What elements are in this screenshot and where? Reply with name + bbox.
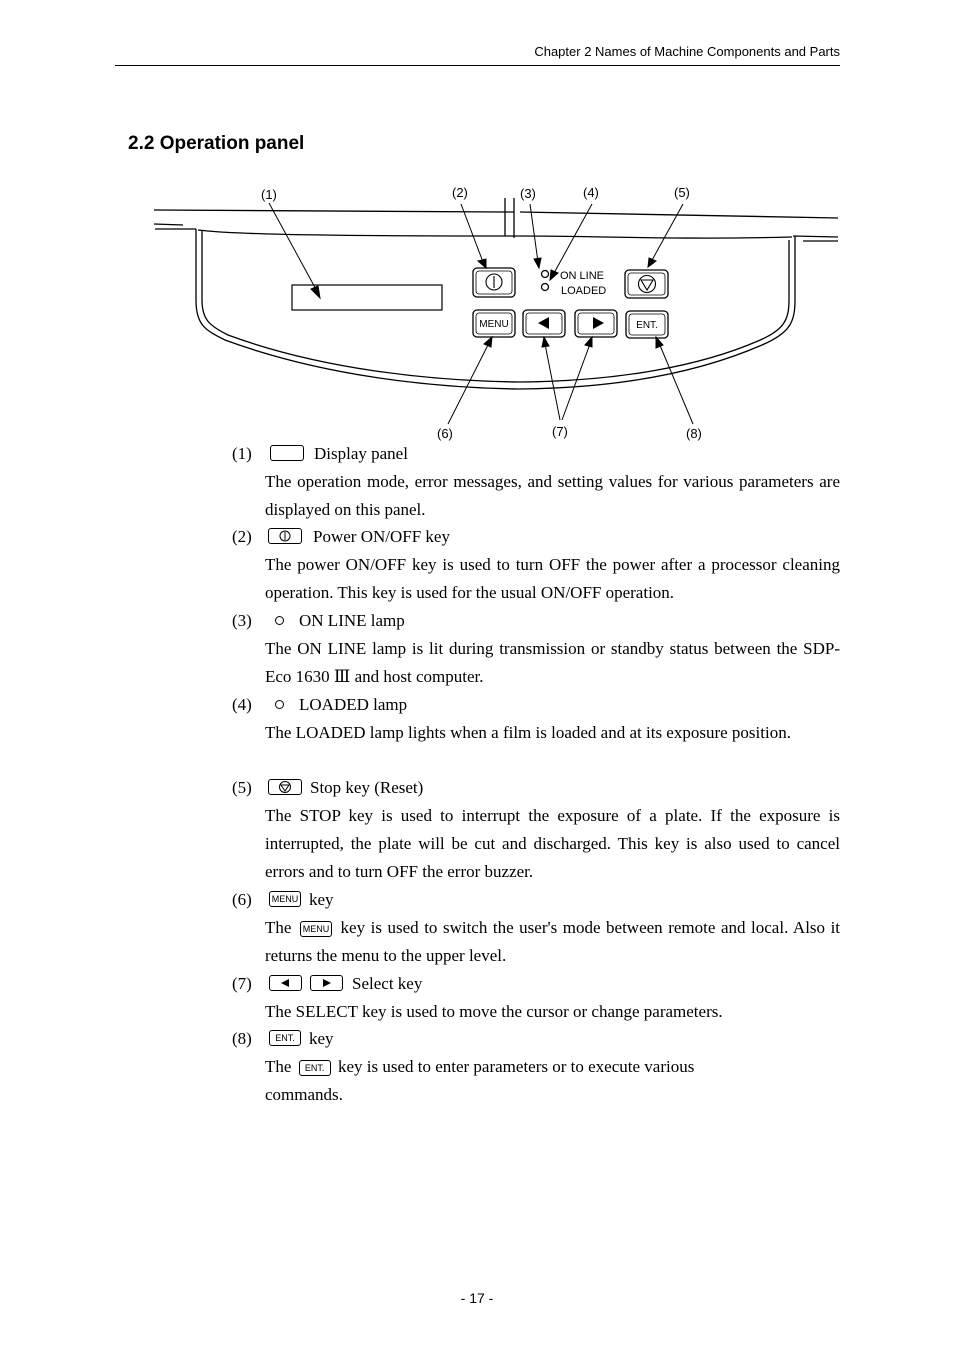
desc-prefix: The <box>265 1057 292 1076</box>
item-description <box>265 1053 840 1109</box>
item-description: The STOP key is used to interrupt the exposure of a plate. If the exposure is interrupted, the plate will be cut and discharged. This key is also used to cancel errors and to turn OFF the error buzzer. <box>265 806 840 881</box>
section-title: 2.2 Operation panel <box>128 133 305 154</box>
item-number: (7) <box>232 974 252 993</box>
item-label: Select key <box>352 974 423 993</box>
item-description <box>265 914 840 970</box>
item-description: The power ON/OFF key is used to turn OFF the power after a processor cleaning operation. This key is used for the usual ON/OFF operation. <box>265 555 840 602</box>
menu-key-icon: MENU <box>269 891 301 907</box>
item-label: Stop key (Reset) <box>310 778 424 797</box>
item-number: (5) <box>232 778 252 797</box>
item-label: Display panel <box>314 444 408 463</box>
item-number: (6) <box>232 890 252 909</box>
ent-key <box>626 311 668 338</box>
select-right-icon <box>310 975 343 991</box>
item-number: (8) <box>232 1029 252 1048</box>
ent-key-icon: ENT. <box>299 1060 331 1076</box>
stop-key <box>625 270 668 298</box>
item-select-key <box>232 970 840 1026</box>
desc-text: key is used to switch the user's mode between remote and local. Also it returns the menu to the upper level. <box>265 918 841 965</box>
item-label: key <box>309 1029 334 1048</box>
callout-7: (7) <box>552 424 568 439</box>
loaded-lamp-label: LOADED <box>561 285 607 297</box>
item-label: Power ON/OFF key <box>313 527 450 546</box>
select-left-icon <box>269 975 302 991</box>
callout-6: (6) <box>437 426 453 441</box>
callout-4: (4) <box>583 185 599 200</box>
item-menu-key <box>232 886 840 970</box>
item-display-panel <box>232 440 840 524</box>
item-number: (3) <box>232 611 252 630</box>
ent-key-label: ENT. <box>636 320 658 331</box>
chapter-title: Chapter 2 Names of Machine Components and Parts <box>534 44 840 59</box>
item-description: The operation mode, error messages, and setting values for various parameters are displayed on this panel. <box>265 472 840 519</box>
item-online-lamp <box>232 607 840 691</box>
loaded-lamp <box>542 284 549 291</box>
callout-8: (8) <box>686 426 702 441</box>
callout-1: (1) <box>261 187 277 202</box>
item-stop-key <box>232 774 840 886</box>
online-lamp-label: ON LINE <box>560 270 605 282</box>
operation-panel-diagram <box>0 0 954 450</box>
callout-5: (5) <box>674 185 690 200</box>
select-left-key <box>523 310 565 337</box>
desc-prefix: The <box>265 918 292 937</box>
power-key-icon <box>268 528 302 544</box>
item-number: (1) <box>232 444 252 463</box>
item-ent-key <box>232 1025 840 1109</box>
menu-key-label: MENU <box>479 319 509 330</box>
item-loaded-lamp <box>232 691 840 747</box>
item-number: (2) <box>232 527 252 546</box>
select-right-key <box>575 310 617 337</box>
item-description: The LOADED lamp lights when a film is loaded and at its exposure position. <box>265 723 791 742</box>
menu-key-icon: MENU <box>300 921 332 937</box>
item-label: ON LINE lamp <box>299 611 405 630</box>
page-number: - 17 - <box>460 1290 494 1306</box>
stop-key-icon <box>268 779 302 795</box>
ent-key-icon: ENT. <box>269 1030 301 1046</box>
online-lamp <box>542 271 549 278</box>
desc-text: key is used to enter parameters or to execute various commands. <box>265 1057 695 1104</box>
item-number: (4) <box>232 695 252 714</box>
item-label: key <box>309 890 334 909</box>
callout-3: (3) <box>520 186 536 201</box>
power-key <box>473 268 515 297</box>
item-label: LOADED lamp <box>299 695 408 714</box>
callout-2: (2) <box>452 185 468 200</box>
lamp-icon <box>275 700 284 709</box>
item-description: The SELECT key is used to move the cursor or change parameters. <box>265 1002 723 1021</box>
display-panel-icon <box>270 445 304 461</box>
menu-key <box>473 310 515 337</box>
item-description: The ON LINE lamp is lit during transmission or standby status between the SDP-Eco 1630 Ⅲ and host computer. <box>265 639 840 686</box>
item-power-key <box>232 523 840 607</box>
lamp-icon <box>275 616 284 625</box>
